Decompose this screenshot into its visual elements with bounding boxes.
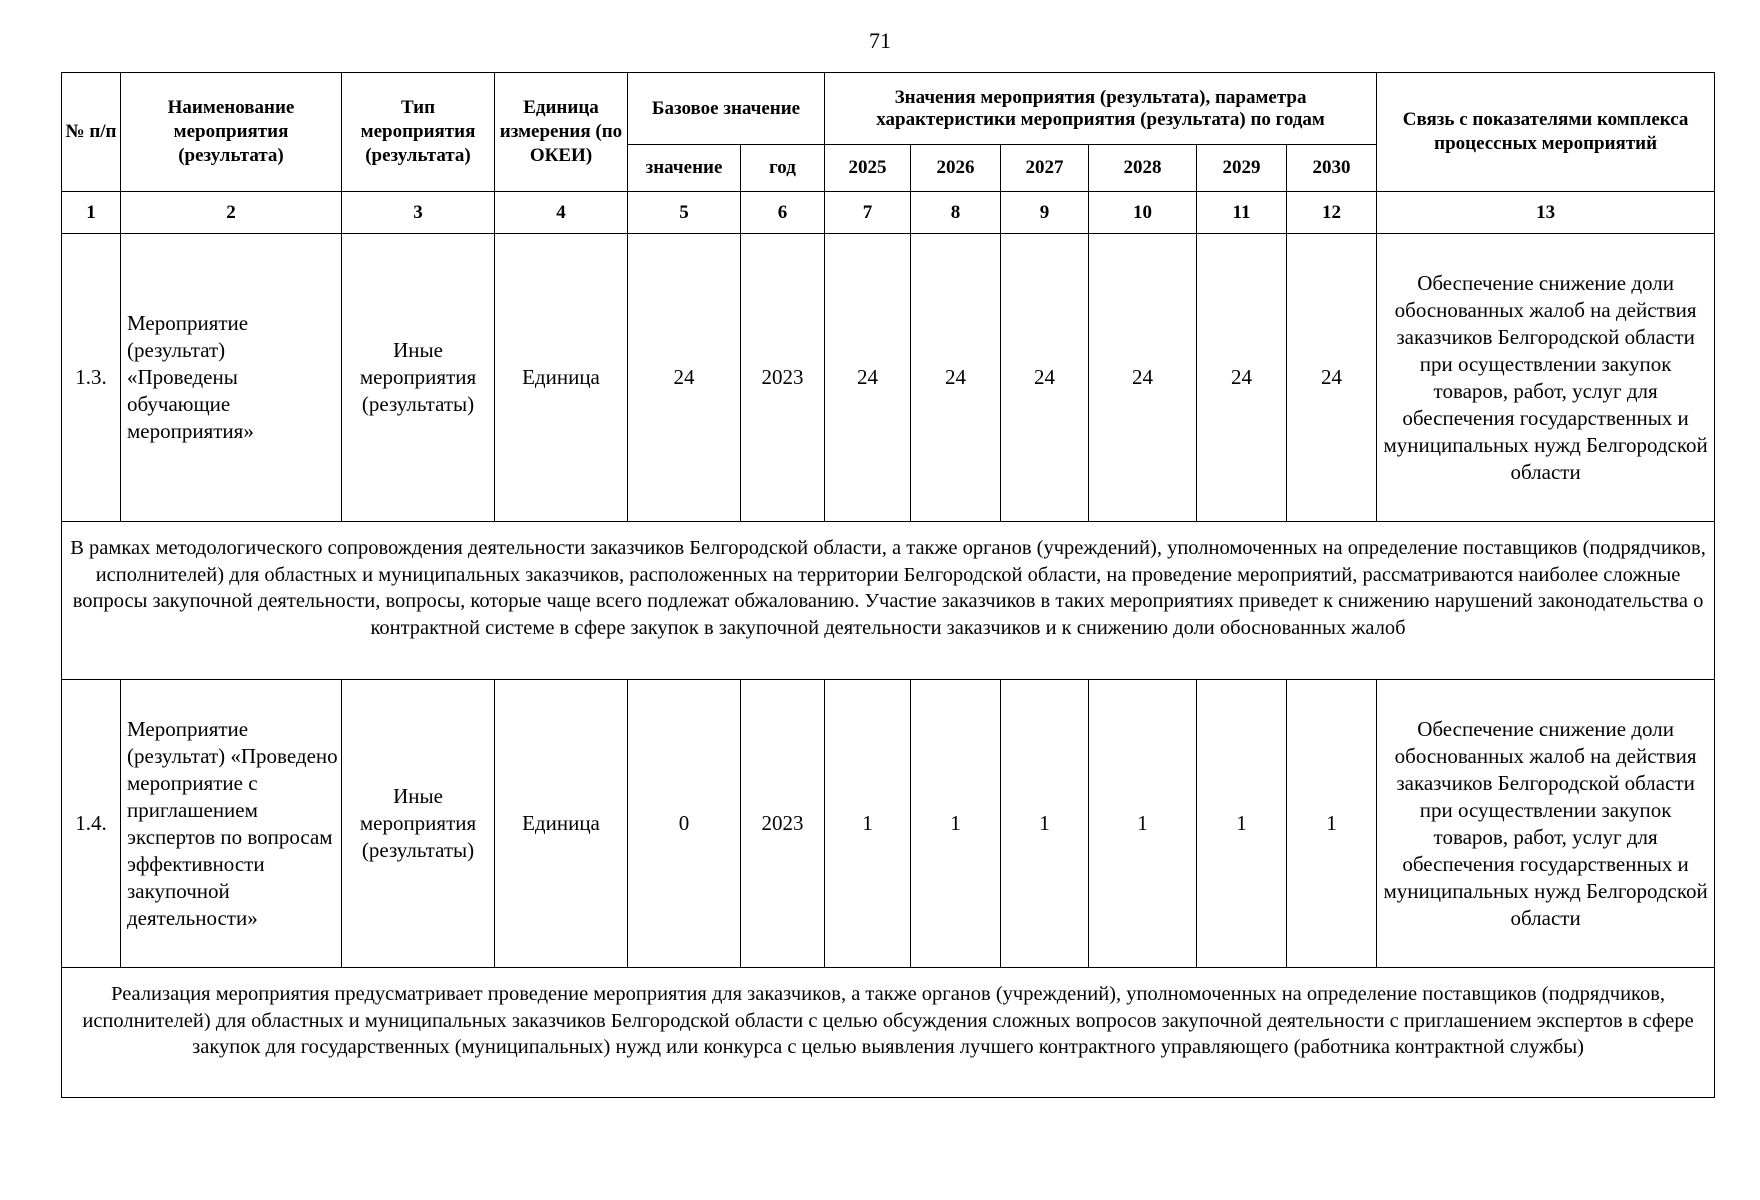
column-number: 5 bbox=[628, 192, 741, 234]
row-year-value: 1 bbox=[1197, 680, 1287, 968]
measures-table bbox=[61, 72, 1715, 1098]
header-year: 2030 bbox=[1287, 145, 1377, 192]
page-number: 71 bbox=[869, 28, 891, 53]
row-num: 1.3. bbox=[62, 234, 121, 522]
column-number: 8 bbox=[911, 192, 1001, 234]
header-base: Базовое значение bbox=[628, 73, 825, 145]
row-num: 1.4. bbox=[62, 680, 121, 968]
column-number: 1 bbox=[62, 192, 121, 234]
row-year-value: 1 bbox=[1001, 680, 1089, 968]
row-base-value: 24 bbox=[628, 234, 741, 522]
header-sub-year: год bbox=[741, 145, 825, 192]
header-type: Тип мероприятия (результата) bbox=[342, 73, 495, 192]
column-number: 11 bbox=[1197, 192, 1287, 234]
row-type: Иные мероприятия (результаты) bbox=[342, 234, 495, 522]
header-year: 2028 bbox=[1089, 145, 1197, 192]
header-unit: Единица измерения (по ОКЕИ) bbox=[495, 73, 628, 192]
row-link: Обеспечение снижение доли обоснованных жалоб на действия заказчиков Белгородской области при осуществлении закупок товаров, работ, услуг для обеспечения государственных и муниципальных нужд Белгородской области bbox=[1377, 234, 1715, 522]
column-number: 9 bbox=[1001, 192, 1089, 234]
description-row bbox=[62, 522, 1715, 680]
table-row bbox=[62, 234, 1715, 522]
row-year-value: 24 bbox=[1287, 234, 1377, 522]
row-name: Мероприятие (результат) «Проведено мероприятие с приглашением экспертов по вопросам эффективности закупочной деятельности» bbox=[121, 680, 342, 968]
header-row bbox=[62, 73, 1715, 145]
column-number: 4 bbox=[495, 192, 628, 234]
column-number-row bbox=[62, 192, 1715, 234]
row-base-year: 2023 bbox=[741, 234, 825, 522]
header-values: Значения мероприятия (результата), параметра характеристики мероприятия (результата) по годам bbox=[825, 73, 1377, 145]
header-year: 2027 bbox=[1001, 145, 1089, 192]
header-name: Наименование мероприятия (результата) bbox=[121, 73, 342, 192]
row-base-year: 2023 bbox=[741, 680, 825, 968]
column-number: 12 bbox=[1287, 192, 1377, 234]
row-name: Мероприятие (результат) «Проведены обучающие мероприятия» bbox=[121, 234, 342, 522]
row-year-value: 1 bbox=[911, 680, 1001, 968]
row-year-value: 24 bbox=[1197, 234, 1287, 522]
row-type: Иные мероприятия (результаты) bbox=[342, 680, 495, 968]
header-num: № п/п bbox=[62, 73, 121, 192]
row-year-value: 24 bbox=[825, 234, 911, 522]
column-number: 10 bbox=[1089, 192, 1197, 234]
column-number: 6 bbox=[741, 192, 825, 234]
row-year-value: 24 bbox=[1089, 234, 1197, 522]
row-year-value: 24 bbox=[1001, 234, 1089, 522]
row-unit: Единица bbox=[495, 680, 628, 968]
column-number: 13 bbox=[1377, 192, 1715, 234]
row-unit: Единица bbox=[495, 234, 628, 522]
header-link: Связь с показателями комплекса процессных мероприятий bbox=[1377, 73, 1715, 192]
description-row bbox=[62, 968, 1715, 1098]
header-year: 2025 bbox=[825, 145, 911, 192]
row-year-value: 1 bbox=[1287, 680, 1377, 968]
row-year-value: 24 bbox=[911, 234, 1001, 522]
header-sub-value: значение bbox=[628, 145, 741, 192]
column-number: 2 bbox=[121, 192, 342, 234]
row-description: Реализация мероприятия предусматривает проведение мероприятия для заказчиков, а также органов (учреждений), уполномоченных на определение поставщиков (подрядчиков, исполнителей) для областных и муниципальных заказчиков Белгородской области с целью обсуждения сложных вопросов закупочной деятельности с приглашением экспертов в сфере закупок для государственных (муниципальных) нужд или конкурса с целью выявления лучшего контрактного управляющего (работника контрактной службы) bbox=[62, 968, 1715, 1098]
table-row bbox=[62, 680, 1715, 968]
row-description: В рамках методологического сопровождения деятельности заказчиков Белгородской области, а также органов (учреждений), уполномоченных на определение поставщиков (подрядчиков, исполнителей) для областных и муниципальных заказчиков, расположенных на территории Белгородской области, на проведение мероприятий, рассматриваются наиболее сложные вопросы закупочной деятельности, вопросы, которые чаще всего подлежат обжалованию. Участие заказчиков в таких мероприятиях приведет к снижению нарушений законодательства о контрактной системе в сфере закупок в закупочной деятельности заказчиков и к снижению доли обоснованных жалоб bbox=[62, 522, 1715, 680]
row-base-value: 0 bbox=[628, 680, 741, 968]
header-year: 2026 bbox=[911, 145, 1001, 192]
row-year-value: 1 bbox=[1089, 680, 1197, 968]
row-link: Обеспечение снижение доли обоснованных жалоб на действия заказчиков Белгородской области при осуществлении закупок товаров, работ, услуг для обеспечения государственных и муниципальных нужд Белгородской области bbox=[1377, 680, 1715, 968]
column-number: 7 bbox=[825, 192, 911, 234]
row-year-value: 1 bbox=[825, 680, 911, 968]
column-number: 3 bbox=[342, 192, 495, 234]
header-year: 2029 bbox=[1197, 145, 1287, 192]
